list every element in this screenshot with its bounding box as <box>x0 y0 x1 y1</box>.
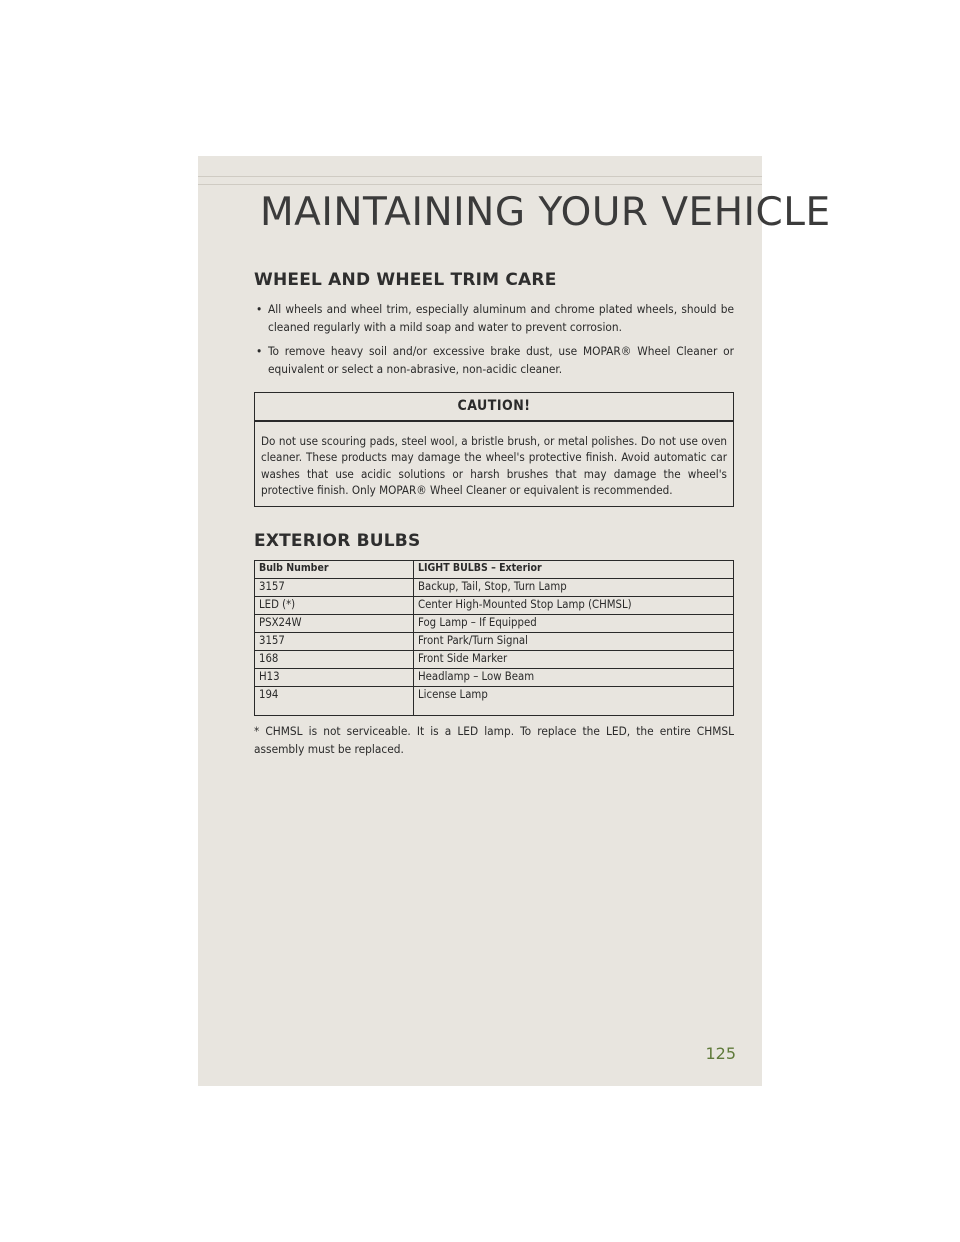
table-row <box>255 633 734 651</box>
bullet-icon: • <box>256 302 263 316</box>
bullet-text: All wheels and wheel trim, especially aluminum and chrome plated wheels, should be cleaned regularly with a mild soap and water to prevent corrosion. <box>268 302 734 334</box>
table-row <box>255 651 734 669</box>
bulb-description-cell: License Lamp <box>414 687 734 716</box>
bulb-number-cell: PSX24W <box>255 615 414 633</box>
bulb-number-cell: 3157 <box>255 633 414 651</box>
caution-box <box>254 392 734 507</box>
table-row <box>255 597 734 615</box>
bulb-number-cell: 194 <box>255 687 414 716</box>
bulb-number-cell: 3157 <box>255 579 414 597</box>
bulb-number-cell: LED (*) <box>255 597 414 615</box>
table-footnote: * CHMSL is not serviceable. It is a LED lamp. To replace the LED, the entire CHMSL assembly must be replaced. <box>254 724 734 756</box>
wheel-care-list <box>254 301 734 378</box>
bulbs-table <box>254 560 734 716</box>
wheel-care-heading: WHEEL AND WHEEL TRIM CARE <box>254 270 557 290</box>
header-rule-top <box>198 176 762 177</box>
bulb-description-cell: Backup, Tail, Stop, Turn Lamp <box>414 579 734 597</box>
table-header-row <box>255 561 734 579</box>
bullet-icon: • <box>256 344 263 358</box>
bulb-number-cell: 168 <box>255 651 414 669</box>
column-header-bulb-number: Bulb Number <box>255 561 414 579</box>
table-row <box>255 687 734 716</box>
page-content <box>254 270 734 758</box>
caution-title: CAUTION! <box>255 393 733 422</box>
bulb-description-cell: Front Side Marker <box>414 651 734 669</box>
table-row <box>255 669 734 687</box>
bulb-number-cell: H13 <box>255 669 414 687</box>
section-header: MAINTAINING YOUR VEHICLE <box>260 190 831 235</box>
table-row <box>255 615 734 633</box>
column-header-light-bulbs: LIGHT BULBS – Exterior <box>414 561 734 579</box>
wheel-care-bullet <box>254 301 734 336</box>
bulb-description-cell: Headlamp – Low Beam <box>414 669 734 687</box>
manual-page <box>198 156 831 1086</box>
table-row <box>255 579 734 597</box>
bulb-description-cell: Front Park/Turn Signal <box>414 633 734 651</box>
caution-text: Do not use scouring pads, steel wool, a bristle brush, or metal polishes. Do not use oven cleaner. These products may damage the wheel's protective finish. Avoid automatic car washes that use acidic solutions or harsh brushes that may damage the wheel's protective finish. Only MOPAR® Wheel Cleaner or equivalent is recommended. <box>261 434 727 497</box>
header-rule-bottom <box>198 184 762 185</box>
exterior-bulbs-heading: EXTERIOR BULBS <box>254 531 421 552</box>
wheel-care-bullet <box>254 343 734 378</box>
bulb-description-cell: Center High-Mounted Stop Lamp (CHMSL) <box>414 597 734 615</box>
bullet-text: To remove heavy soil and/or excessive brake dust, use MOPAR® Wheel Cleaner or equivalent or select a non-abrasive, non-acidic cleaner. <box>268 344 734 376</box>
page-number: 125 <box>705 1044 736 1063</box>
bulb-description-cell: Fog Lamp – If Equipped <box>414 615 734 633</box>
